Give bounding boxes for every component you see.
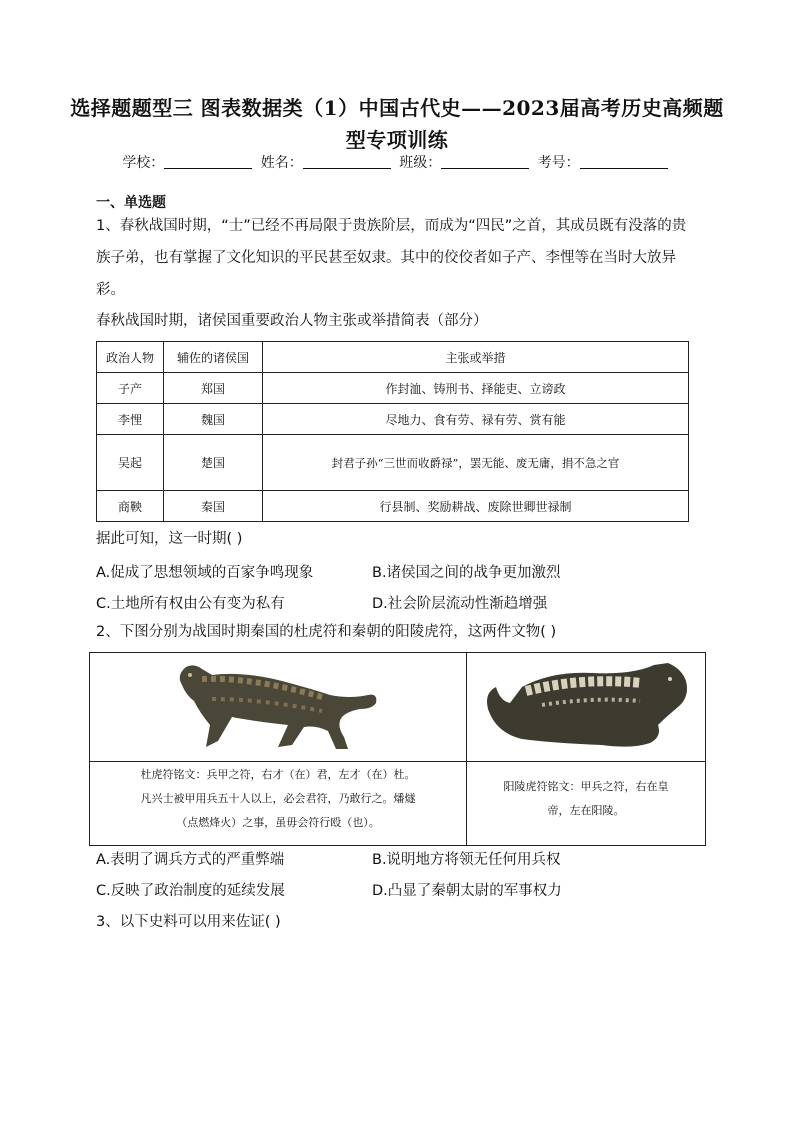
table-cell: 行县制、奖励耕战、废除世卿世禄制 bbox=[263, 491, 689, 522]
class-label: 班级： bbox=[399, 155, 442, 171]
table-cell: 秦国 bbox=[164, 491, 263, 522]
exam-no-blank[interactable] bbox=[580, 154, 668, 169]
du-tiger-tally-image bbox=[172, 655, 382, 757]
table-header-cell: 主张或举措 bbox=[263, 342, 689, 373]
q2-option-b[interactable]: B.说明地方将领无任何用兵权 bbox=[372, 852, 561, 868]
q2-option-d[interactable]: D.凸显了秦朝太尉的军事权力 bbox=[372, 883, 562, 899]
q2-option-c[interactable]: C.反映了政治制度的延续发展 bbox=[96, 883, 285, 899]
q1-table bbox=[96, 341, 689, 522]
du-tiger-inscription bbox=[96, 763, 460, 835]
school-label: 学校： bbox=[122, 155, 165, 171]
table-cell: 封君子孙“三世而收爵禄”，罢无能、废无庸，捐不急之官 bbox=[263, 435, 689, 491]
student-info-line bbox=[0, 152, 794, 172]
class-blank[interactable] bbox=[441, 154, 529, 169]
table-cell: 郑国 bbox=[164, 373, 263, 404]
table-row bbox=[97, 373, 689, 404]
section-heading: 一、单选题 bbox=[96, 195, 166, 211]
q1-table-caption: 春秋战国时期，诸侯国重要政治人物主张或举措简表（部分） bbox=[96, 313, 488, 329]
divider bbox=[466, 653, 467, 845]
q3-stem: 3、以下史料可以用来佐证( ) bbox=[96, 914, 281, 930]
caption-line: （点燃烽火）之事，虽毋会符行殴（也）。 bbox=[176, 816, 380, 829]
yangling-tiger-inscription bbox=[472, 775, 700, 823]
table-cell: 作封洫、铸刑书、择能吏、立谤政 bbox=[263, 373, 689, 404]
q1-option-c[interactable]: C.土地所有权由公有变为私有 bbox=[96, 596, 285, 612]
q1-option-a[interactable]: A.促成了思想领域的百家争鸣现象 bbox=[96, 565, 314, 581]
caption-line: 阳陵虎符铭文：甲兵之符，右在皇 bbox=[503, 780, 669, 793]
school-blank[interactable] bbox=[164, 154, 252, 169]
table-header-row bbox=[97, 342, 689, 373]
q1-stem: 1、春秋战国时期，“士”已经不再局限于贵族阶层，而成为“四民”之首，其成员既有没落的贵族子弟，也有掌握了文化知识的平民甚至奴隶。其中的佼佼者如子产、李悝等在当时大放异彩。 bbox=[96, 218, 687, 298]
table-cell: 商鞅 bbox=[97, 491, 164, 522]
table-row bbox=[97, 435, 689, 491]
exam-no-label: 考号： bbox=[537, 155, 580, 171]
table-cell: 李悝 bbox=[97, 404, 164, 435]
table-cell: 魏国 bbox=[164, 404, 263, 435]
divider bbox=[90, 761, 705, 762]
table-header-cell: 辅佐的诸侯国 bbox=[164, 342, 263, 373]
table-cell: 楚国 bbox=[164, 435, 263, 491]
caption-line: 杜虎符铭文：兵甲之符，右才（在）君，左才（在）杜。 bbox=[140, 768, 416, 781]
table-row bbox=[97, 404, 689, 435]
yangling-tiger-tally-image bbox=[482, 657, 694, 757]
q1-prompt: 据此可知，这一时期( ) bbox=[96, 531, 243, 547]
caption-line: 帝，左在阳陵。 bbox=[547, 804, 625, 817]
table-cell: 子产 bbox=[97, 373, 164, 404]
name-blank[interactable] bbox=[303, 154, 391, 169]
caption-line: 凡兴士被甲用兵五十人以上，必会君符，乃敢行之。燔燧 bbox=[140, 792, 416, 805]
q1-option-d[interactable]: D.社会阶层流动性渐趋增强 bbox=[372, 596, 548, 612]
page-title: 选择题题型三 图表数据类（1）中国古代史——2023届高考历史高频题型专项训练 bbox=[70, 96, 724, 152]
table-cell: 尽地力、食有劳、禄有劳、赏有能 bbox=[263, 404, 689, 435]
table-cell: 吴起 bbox=[97, 435, 164, 491]
q2-option-a[interactable]: A.表明了调兵方式的严重弊端 bbox=[96, 852, 285, 868]
table-header-cell: 政治人物 bbox=[97, 342, 164, 373]
name-label: 姓名： bbox=[260, 155, 303, 171]
q1-option-b[interactable]: B.诸侯国之间的战争更加激烈 bbox=[372, 565, 561, 581]
q2-stem: 2、下图分别为战国时期秦国的杜虎符和秦朝的阳陵虎符，这两件文物( ) bbox=[96, 624, 557, 640]
table-row bbox=[97, 491, 689, 522]
q2-figure-table bbox=[89, 652, 706, 846]
